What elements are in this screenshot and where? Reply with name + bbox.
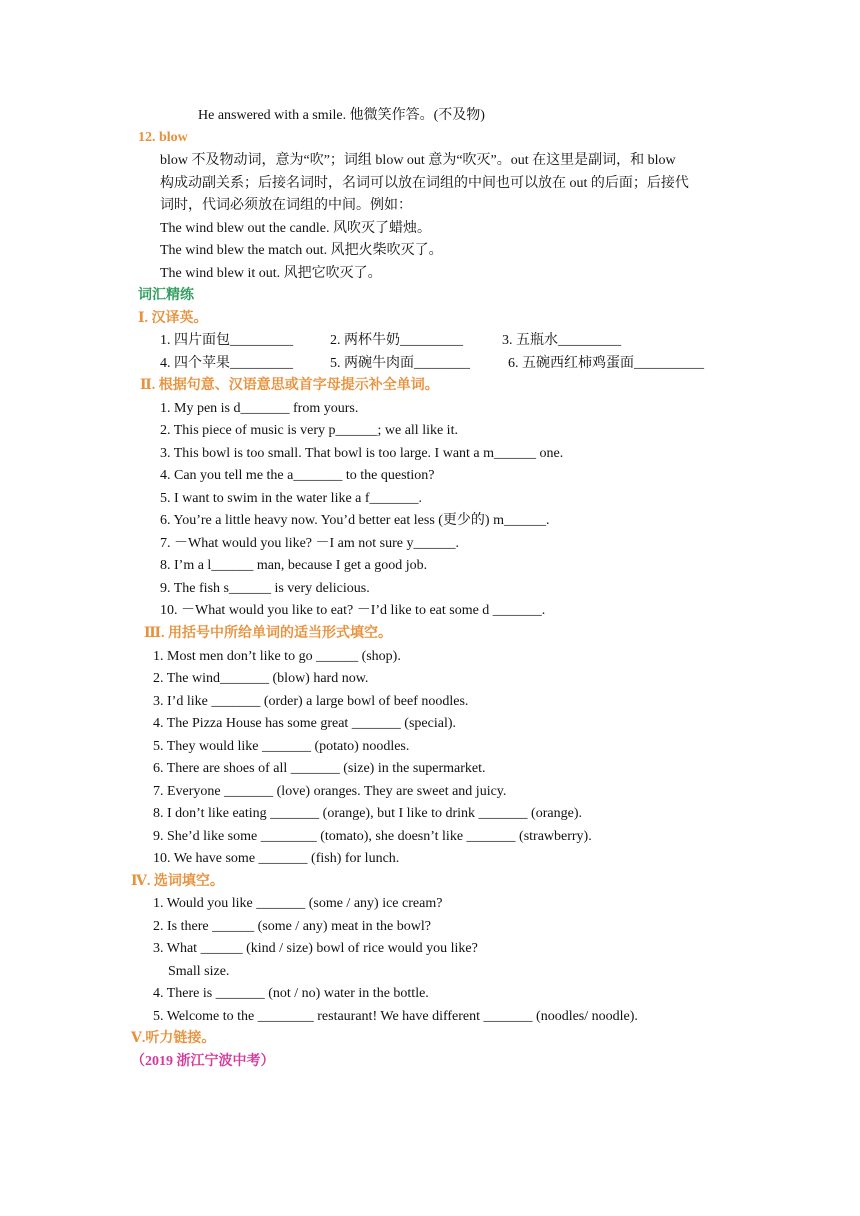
part4-item: 2. Is there ______ (some / any) meat in the bowl? [153,919,431,934]
part5-heading: Ⅴ.听力链接。 [131,1031,216,1046]
part5-source: （2019 浙江宁波中考） [131,1054,275,1069]
part4-item: 1. Would you like _______ (some / any) ice cream? [153,896,443,911]
part2-item: 5. I want to swim in the water like a f_______. [160,491,423,506]
part2-heading: Ⅱ. 根据句意、汉语意思或首字母提示补全单词。 [140,378,439,393]
blow-explanation-line: 词时，代词必须放在词组的中间。例如： [160,198,412,213]
part2-item: 3. This bowl is too small. That bowl is too large. I want a m______ one. [160,446,564,461]
blow-example: The wind blew it out. 风把它吹灭了。 [160,266,382,281]
part1-item: 5. 两碗牛肉面________ [330,356,470,371]
part4-item: 4. There is _______ (not / no) water in the bottle. [153,986,429,1001]
part3-item: 6. There are shoes of all _______ (size) in the supermarket. [153,761,486,776]
part3-item: 7. Everyone _______ (love) oranges. They are sweet and juicy. [153,784,507,799]
vocab-title: 词汇精练 [138,288,194,303]
part2-item: 8. I’m a l______ man, because I get a good job. [160,558,428,573]
blow-heading: 12. blow [138,130,188,145]
blow-example: The wind blew the match out. 风把火柴吹灭了。 [160,243,443,258]
part2-item: 1. My pen is d_______ from yours. [160,401,359,416]
intro-example: He answered with a smile. 他微笑作答。(不及物) [198,108,485,123]
blow-explanation-line: 构成动副关系；后接名词时，名词可以放在词组的中间也可以放在 out 的后面；后接代 [160,176,689,191]
part2-item: 10. －What would you like to eat? －I’d like to eat some d _______. [160,603,546,618]
part3-item: 3. I’d like _______ (order) a large bowl of beef noodles. [153,694,469,709]
part1-item: 3. 五瓶水_________ [502,333,621,348]
part3-item: 4. The Pizza House has some great _______ (special). [153,716,456,731]
part2-item: 9. The fish s______ is very delicious. [160,581,370,596]
part4-item: 3. What ______ (kind / size) bowl of rice would you like? [153,941,478,956]
part3-item: 8. I don’t like eating _______ (orange), but I like to drink _______ (orange). [153,806,582,821]
part3-item: 9. She’d like some ________ (tomato), she doesn’t like _______ (strawberry). [153,829,592,844]
part2-item: 6. You’re a little heavy now. You’d better eat less (更少的) m______. [160,513,550,528]
part3-item: 10. We have some _______ (fish) for lunch. [153,851,400,866]
part3-item: 5. They would like _______ (potato) noodles. [153,739,410,754]
part2-item: 2. This piece of music is very p______; we all like it. [160,423,458,438]
part3-item: 1. Most men don’t like to go ______ (shop). [153,649,401,664]
blow-example: The wind blew out the candle. 风吹灭了蜡烛。 [160,221,432,236]
part1-heading: Ⅰ. 汉译英。 [138,311,208,326]
part4-answer: Small size. [168,964,230,979]
part1-item: 2. 两杯牛奶_________ [330,333,463,348]
part4-item: 5. Welcome to the ________ restaurant! We have different _______ (noodles/ noodle). [153,1009,638,1024]
part1-item: 4. 四个苹果_________ [160,356,293,371]
part4-heading: Ⅳ. 选词填空。 [131,874,224,889]
part3-item: 2. The wind_______ (blow) hard now. [153,671,369,686]
part2-item: 7. －What would you like? －I am not sure y______. [160,536,460,551]
blow-explanation-line: blow 不及物动词，意为“吹”；词组 blow out 意为“吹灭”。out 在这里是副词，和 blow [160,153,676,168]
part2-item: 4. Can you tell me the a_______ to the question? [160,468,435,483]
part3-heading: Ⅲ. 用括号中所给单词的适当形式填空。 [144,626,393,641]
part1-item: 1. 四片面包_________ [160,333,293,348]
part1-item: 6. 五碗西红柿鸡蛋面__________ [508,356,704,371]
